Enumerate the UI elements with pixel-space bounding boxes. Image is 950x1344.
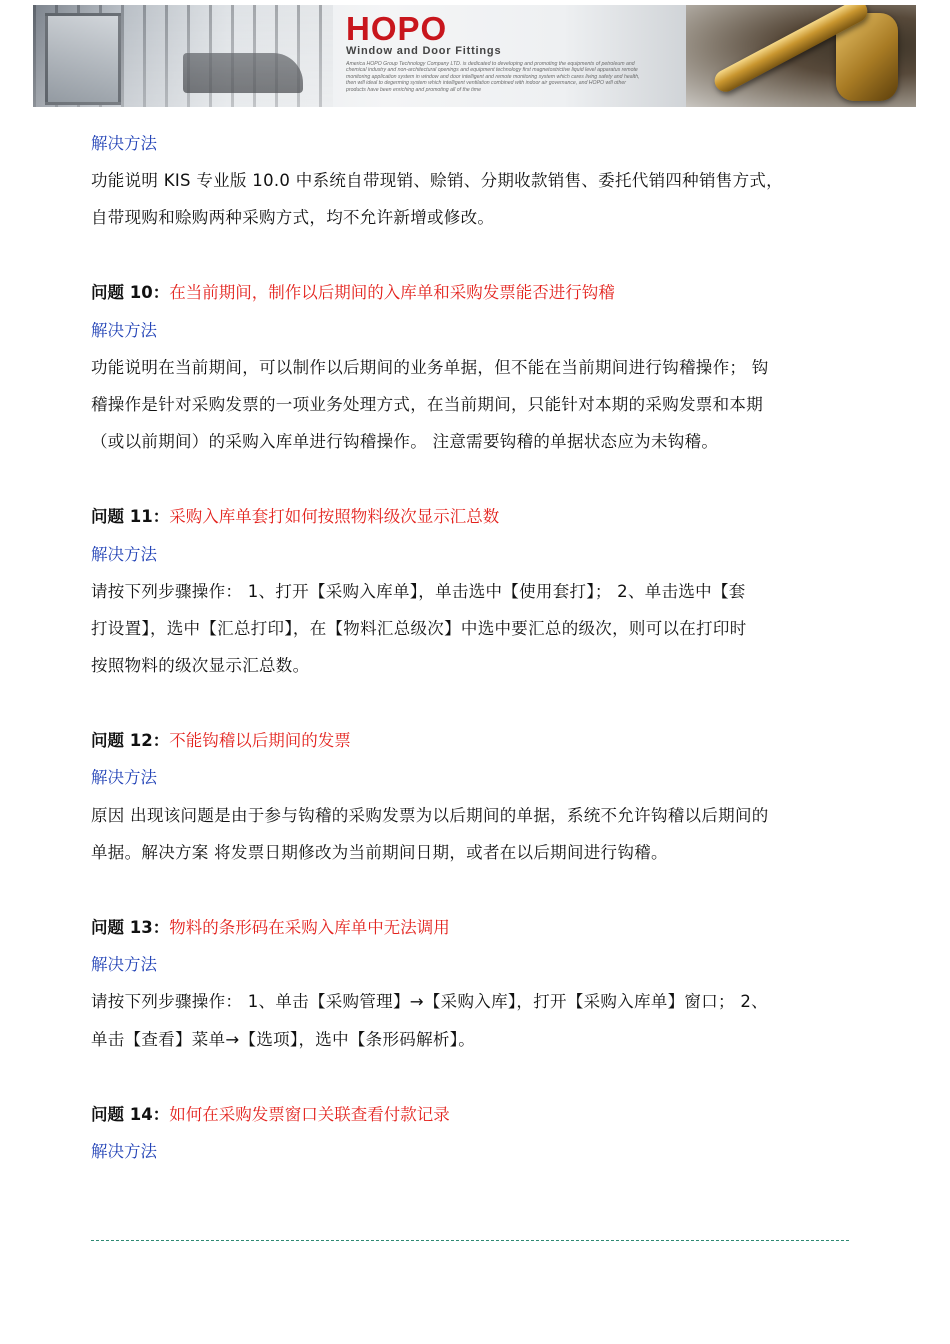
paragraph-line: 功能说明在当前期间，可以制作以后期间的业务单据，但不能在当前期间进行钩稽操作； 钩: [91, 358, 769, 377]
question-heading: [91, 505, 499, 529]
paragraph-line: 自带现购和赊购两种采购方式，均不允许新增或修改。: [91, 208, 495, 227]
solution-label: 解决方法: [91, 768, 157, 787]
paragraph-line: 功能说明 KIS 专业版 10.0 中系统自带现销、赊销、分期收款销售、委托代销四种销售方式，: [91, 171, 783, 190]
banner-piano: [183, 53, 303, 93]
header-banner: [33, 5, 916, 107]
solution-label: 解决方法: [91, 545, 157, 564]
paragraph-line: 单击【查看】菜单→【选项】，选中【条形码解析】。: [91, 1030, 476, 1049]
paragraph-line: 单据。解决方案 将发票日期修改为当前期间日期，或者在以后期间进行钩稽。: [91, 843, 668, 862]
footer-divider: [91, 1240, 849, 1241]
banner-handle-photo: [686, 5, 916, 107]
banner-window-frame: [45, 13, 121, 105]
question-heading: [91, 1103, 450, 1127]
question-number: 问题 13：: [91, 918, 170, 937]
question-title: 采购入库单套打如何按照物料级次显示汇总数: [169, 507, 500, 526]
solution-label: 解决方法: [91, 955, 157, 974]
paragraph-line: 请按下列步骤操作： 1、打开【采购入库单】，单击选中【使用套打】； 2、单击选中【套: [91, 582, 746, 601]
solution-label: 解决方法: [91, 1142, 157, 1161]
banner-interior-photo: [33, 5, 333, 107]
question-title: 在当前期间，制作以后期间的入库单和采购发票能否进行钩稽: [169, 283, 615, 302]
paragraph-line: 原因 出现该问题是由于参与钩稽的采购发票为以后期间的单据，系统不允许钩稽以后期间的: [91, 806, 769, 825]
question-heading: [91, 916, 450, 940]
paragraph-line: 请按下列步骤操作： 1、单击【采购管理】→【采购入库】，打开【采购入库单】窗口； 2、: [91, 992, 768, 1011]
solution-label: 解决方法: [91, 134, 157, 153]
logo-subtitle: Window and Door Fittings: [346, 45, 502, 57]
logo: HOPO: [346, 10, 448, 47]
paragraph-line: （或以前期间）的采购入库单进行钩稽操作。 注意需要钩稽的单据状态应为未钩稽。: [91, 432, 719, 451]
question-title: 物料的条形码在采购入库单中无法调用: [169, 918, 450, 937]
paragraph-line: 按照物料的级次显示汇总数。: [91, 656, 310, 675]
logo-blurb: America HOPO Group Technology Company LTD. is dedicated to developing and promoting the equipments of petroleum and chemical industry and non-architectural openings and equipment technology first magnetostrictive liquid level apparatus remote monitoring application system in window and door intelligent and remote monitoring system which cares living safety and health, then will ideal to degerming system which intelligent ventilation combined with indoor air governance, and HOPO will other products have been enriching and promoting all of the time: [346, 61, 640, 93]
question-number: 问题 10：: [91, 283, 170, 302]
question-number: 问题 14：: [91, 1105, 170, 1124]
solution-label: 解决方法: [91, 321, 157, 340]
question-heading: [91, 281, 615, 305]
paragraph-line: 打设置】，选中【汇总打印】，在【物料汇总级次】中选中要汇总的级次，则可以在打印时: [91, 619, 747, 638]
question-number: 问题 12：: [91, 731, 170, 750]
question-title: 如何在采购发票窗口关联查看付款记录: [169, 1105, 450, 1124]
question-title: 不能钩稽以后期间的发票: [169, 731, 351, 750]
question-number: 问题 11：: [91, 507, 170, 526]
question-heading: [91, 729, 351, 753]
paragraph-line: 稽操作是针对采购发票的一项业务处理方式，在当前期间，只能针对本期的采购发票和本期: [91, 395, 763, 414]
